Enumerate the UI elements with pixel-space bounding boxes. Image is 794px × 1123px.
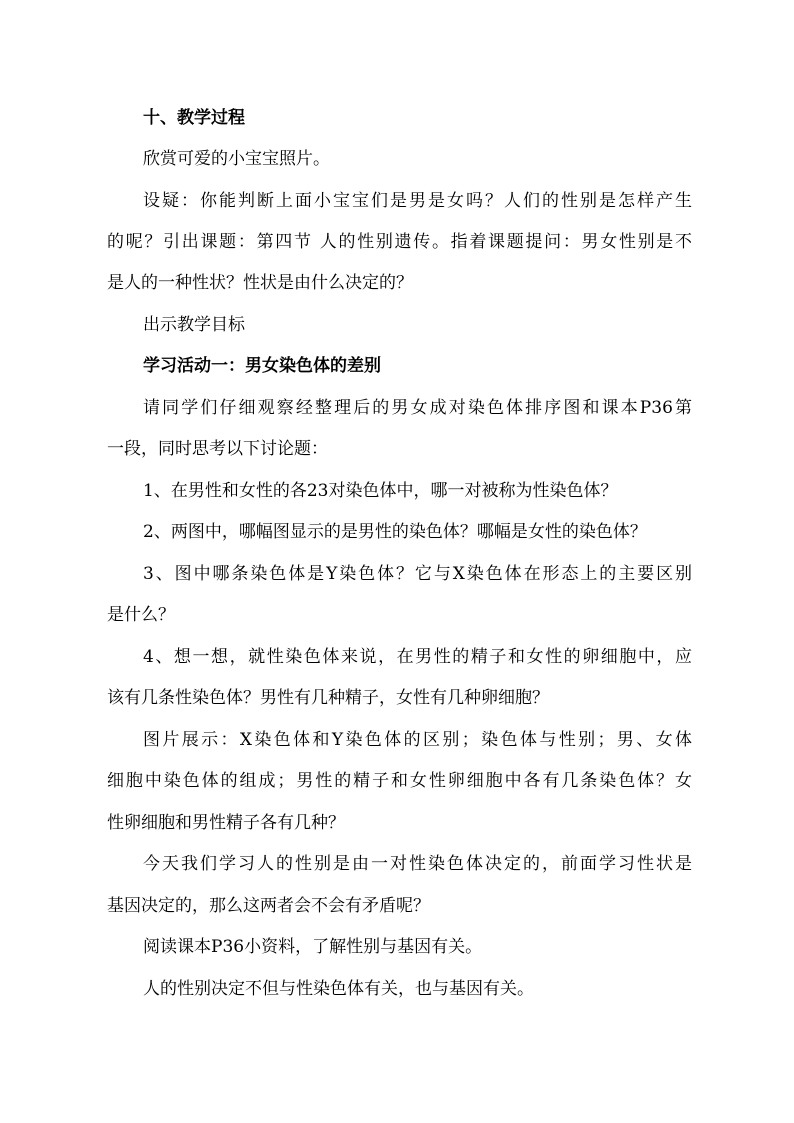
paragraph-conclusion: 人的性别决定不但与性染色体有关，也与基因有关。 [143,979,534,999]
paragraph-photo: 欣赏可爱的小宝宝照片。 [143,149,330,169]
discussion-question-4-line: 该有几条性染色体？男性有几种精子，女性有几种卵细胞？ [107,688,549,708]
paragraph-question-line: 设疑：你能判断上面小宝宝们是男是女吗？人们的性别是怎样产生 [143,191,692,211]
discussion-question-1: 1、在男性和女性的各23对染色体中，哪一对被称为性染色体？ [143,481,618,501]
paragraph-images-line: 性卵细胞和男性精子各有几种？ [107,813,345,833]
paragraph-observe-line: 请同学们仔细观察经整理后的男女成对染色体排序图和课本P36第 [143,398,692,418]
discussion-question-4-line: 4、想一想，就性染色体来说，在男性的精子和女性的卵细胞中，应 [143,647,692,667]
paragraph-reading: 阅读课本P36小资料，了解性别与基因有关。 [143,937,483,957]
discussion-question-3-line: 3、图中哪条染色体是Y染色体？它与X染色体在形态上的主要区别 [143,564,692,584]
discussion-question-2: 2、两图中，哪幅图显示的是男性的染色体？哪幅是女性的染色体？ [143,522,647,542]
section-heading: 十、教学过程 [143,108,245,128]
paragraph-question-line: 是人的一种性状？性状是由什么决定的？ [107,273,413,293]
paragraph-today-line: 今天我们学习人的性别是由一对性染色体决定的，前面学习性状是 [143,854,692,874]
paragraph-observe-line: 一段，同时思考以下讨论题： [107,439,328,459]
discussion-question-3-line: 是什么？ [107,605,175,625]
paragraph-objectives: 出示教学目标 [143,315,245,335]
paragraph-question-line: 的呢？引出课题：第四节 人的性别遗传。指着课题提问：男女性别是不 [107,232,692,252]
paragraph-images-line: 图片展示：X染色体和Y染色体的区别；染色体与性别；男、女体 [143,730,692,750]
paragraph-images-line: 细胞中染色体的组成；男性的精子和女性卵细胞中各有几条染色体？女 [107,771,692,791]
activity-title: 学习活动一：男女染色体的差别 [143,356,381,376]
paragraph-today-line: 基因决定的，那么这两者会不会有矛盾呢？ [107,896,430,916]
